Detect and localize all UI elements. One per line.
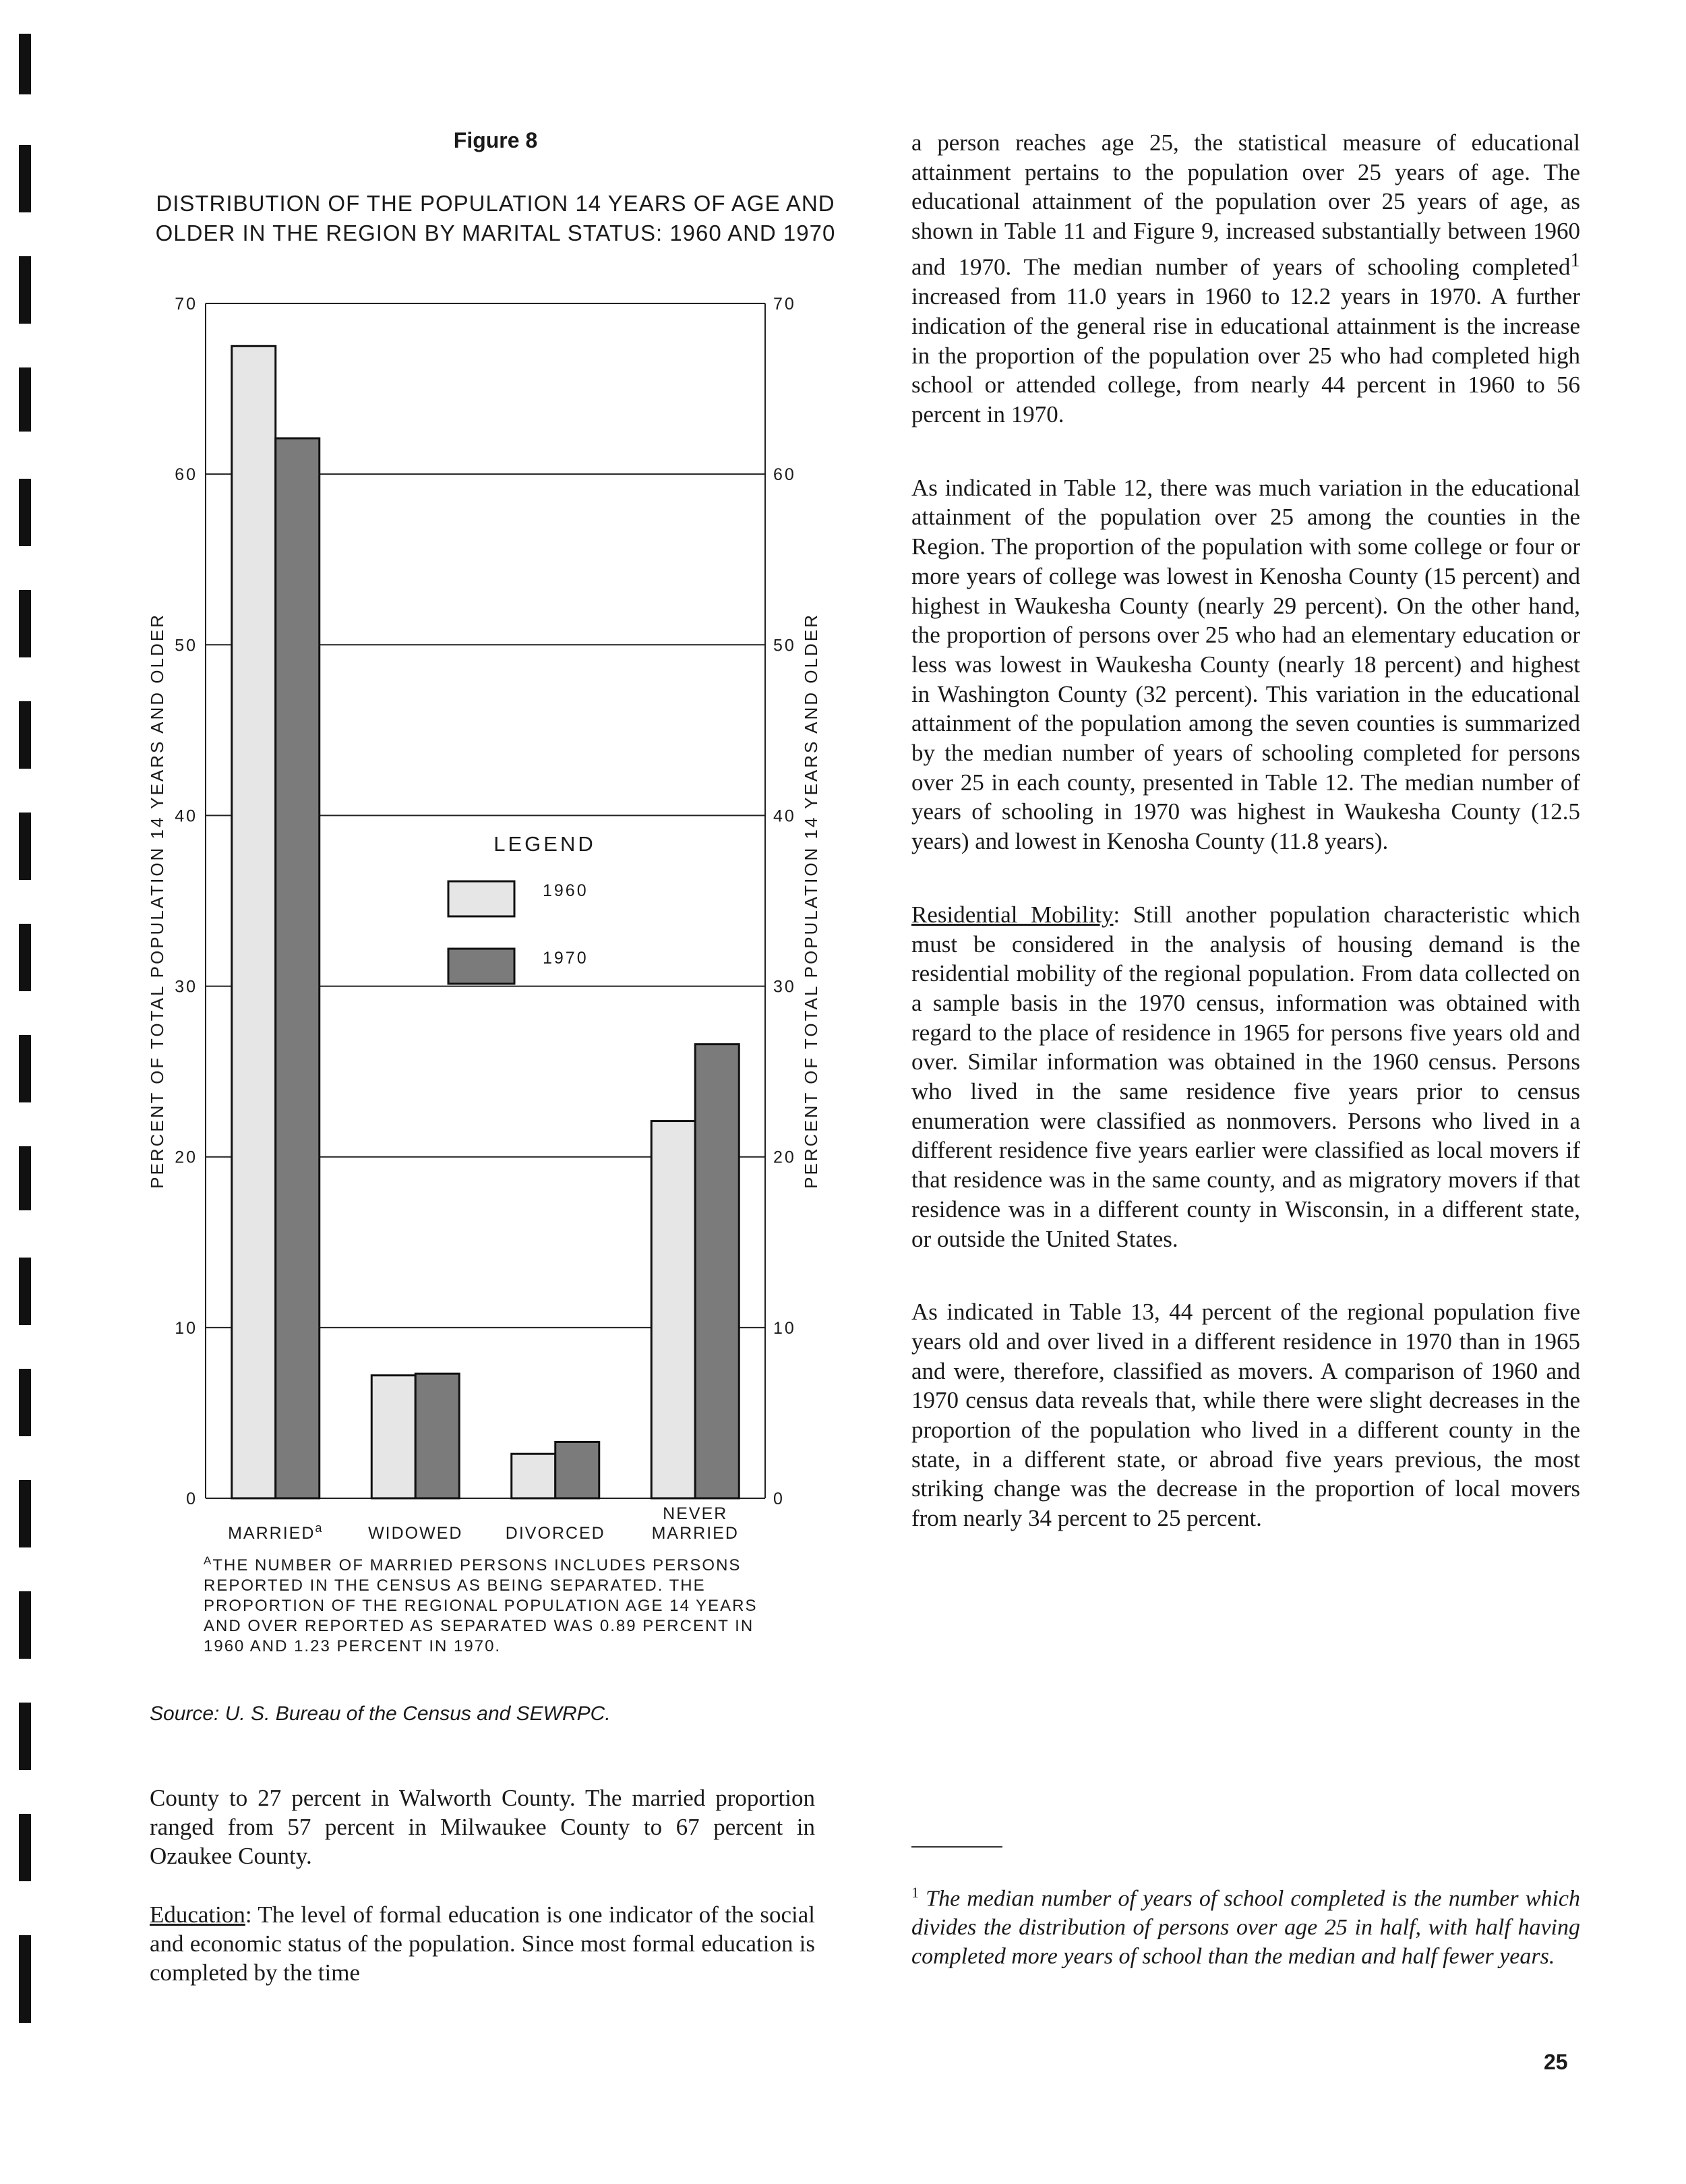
y-tick-label-right: 60	[773, 465, 796, 485]
bar-1960	[371, 1376, 415, 1498]
figure-source: Source: U. S. Bureau of the Census and SEWRPC.	[150, 1703, 611, 1725]
paragraph-body-continued: increased from 11.0 years in 1960 to 12.2 years in 1970. A further indication of the general rise in educational attainment is the increase in the proportion of the population over 25 who had completed high school or attended college, from nearly 44 percent in 1960 to 56 percent in 1970.	[911, 283, 1580, 427]
bar-1970	[276, 438, 320, 1498]
figure-footnote	[204, 1551, 763, 1657]
binding-mark	[19, 1480, 31, 1547]
binding-mark	[19, 590, 31, 657]
y-tick-label-left: 70	[175, 295, 198, 314]
paragraph	[150, 1900, 815, 1987]
bar-1970	[415, 1374, 459, 1498]
left-column-text	[150, 1783, 815, 1987]
binding-mark	[19, 256, 31, 324]
binding-mark	[19, 1258, 31, 1325]
paragraph	[911, 128, 1580, 430]
y-tick-label-right: 50	[773, 636, 796, 655]
marital-status-bar-chart	[135, 283, 843, 1558]
category-label: MARRIED	[651, 1524, 739, 1543]
binding-mark	[19, 1146, 31, 1210]
bar-1960	[232, 346, 276, 1498]
y-tick-label-left: 40	[175, 806, 198, 826]
binding-mark	[19, 1814, 31, 1881]
legend-label-1960: 1960	[543, 881, 589, 900]
y-tick-label-left: 60	[175, 465, 198, 485]
paragraph	[911, 900, 1580, 1253]
page-footnote	[911, 1878, 1580, 1971]
bar-1960	[651, 1121, 695, 1498]
page-number: 25	[1544, 2050, 1568, 2074]
paragraph-body: As indicated in Table 13, 44 percent of the regional population five years old and over lived in a different residence in 1970 than in 1965 and were, therefore, classified as movers. A comparison of 1960 and 1970 census data reveals that, while there were slight decreases in the proportion of the population who lived in a different county in the state, in a different state, or abroad five years previous, the most striking change was the decrease in the proportion of local movers from nearly 34 percent to 25 percent.	[911, 1299, 1580, 1532]
y-tick-label-right: 70	[773, 295, 796, 314]
y-axis-title-left: PERCENT OF TOTAL POPULATION 14 YEARS AND OLDER	[147, 613, 167, 1189]
category-label: NEVER	[663, 1504, 728, 1523]
y-tick-label-left: 50	[175, 636, 198, 655]
category-label: MARRIED$^a$	[228, 1521, 324, 1543]
binding-mark	[19, 813, 31, 880]
category-label: WIDOWED	[368, 1524, 463, 1543]
binding-mark	[19, 479, 31, 546]
category-label-superscript: a	[315, 1521, 324, 1535]
binding-mark	[19, 1035, 31, 1102]
binding-mark	[19, 1369, 31, 1436]
paragraph-body: a person reaches age 25, the statistical measure of educational attainment pertains to the population over 25 years of age. The educational attainment of the population over 25 years of age, as shown in Table 11 and Figure 9, increased substantially between 1960 and 1970. The median number of years of schooling completed	[911, 129, 1580, 281]
paragraph-body: : The level of formal education is one indicator of the social and economic status of the population. Since most formal education is completed by the time	[150, 1901, 815, 1986]
binding-mark	[19, 701, 31, 769]
legend-swatch-1960	[448, 881, 514, 916]
footnote-reference: 1	[1570, 249, 1580, 271]
bar-1960	[512, 1454, 555, 1498]
section-heading-education: Education	[150, 1901, 245, 1928]
footnote-text: THE NUMBER OF MARRIED PERSONS INCLUDES PERSONS REPORTED IN THE CENSUS AS BEING SEPARATED. THE PROPORTION OF THE REGIONAL POPULATION AGE 14 YEARS AND OVER REPORTED AS SEPARATED WAS 0.89 PERCENT IN 1960 AND 1.23 PERCENT IN 1970.	[204, 1556, 758, 1655]
figure-label: Figure 8	[453, 128, 538, 152]
y-tick-label-right: 20	[773, 1148, 796, 1167]
legend-title: LEGEND	[493, 832, 596, 856]
bar-1970	[555, 1442, 599, 1498]
footnote-divider	[911, 1846, 1002, 1848]
y-tick-label-left: 30	[175, 977, 198, 997]
figure-title: DISTRIBUTION OF THE POPULATION 14 YEARS OF AGE AND OLDER IN THE REGION BY MARITAL STATUS: 1960 AND 1970	[155, 191, 836, 245]
binding-mark	[19, 1703, 31, 1770]
binding-mark	[19, 367, 31, 432]
legend-swatch-1970	[448, 949, 514, 984]
legend-label-1970: 1970	[543, 949, 589, 968]
footnote-marker: A	[204, 1554, 213, 1567]
binding-mark	[19, 34, 31, 94]
paragraph-body: As indicated in Table 12, there was much variation in the educational attainment of the population over 25 among the counties in the Region. The proportion of the population with some college or four or more years of college was lowest in Kenosha County (15 percent) and highest in Waukesha County (nearly 29 percent). On the other hand, the proportion of persons over 25 who had an elementary education or less was lowest in Waukesha County (nearly 18 percent) and highest in Washington County (32 percent). This variation in the educational attainment of the population among the seven counties is summarized by the median number of years of schooling completed for persons over 25 in each county, presented in Table 12. The median number of years of schooling in 1970 was highest in Waukesha County (12.5 years) and lowest in Kenosha County (11.8 years).	[911, 474, 1580, 855]
binding-mark	[19, 145, 31, 212]
y-tick-label-right: 30	[773, 977, 796, 997]
y-tick-label-right: 10	[773, 1318, 796, 1338]
category-label: DIVORCED	[505, 1524, 605, 1543]
footnote-marker: 1	[911, 1884, 919, 1901]
binding-mark	[19, 1935, 31, 2023]
paragraph	[150, 1783, 815, 1870]
binding-mark	[19, 924, 31, 991]
paragraph	[911, 473, 1580, 856]
paragraph-body: County to 27 percent in Walworth County. The married proportion ranged from 57 percent in Milwaukee County to 67 percent in Ozaukee County.	[150, 1785, 815, 1869]
section-heading-residential-mobility: Residential Mobility	[911, 901, 1114, 928]
y-tick-label-right: 0	[773, 1489, 785, 1508]
paragraph-body: : Still another population characteristic which must be considered in the analysis of housing demand is the residential mobility of the regional population. From data collected on a sample basis in the 1970 census, information was obtained with regard to the place of residence in 1965 for persons five years old and over. Similar information was obtained in the 1960 census. Persons who lived in the same residence five years prior to census enumeration were classified as nonmovers. Persons who lived in a different residence five years earlier were classified as local movers if that residence was in the same county, and as migratory movers if that residence was in a different county in Wisconsin, in a different state, or outside the United States.	[911, 901, 1581, 1252]
paragraph	[911, 1297, 1580, 1533]
binding-mark	[19, 1591, 31, 1659]
footnote-text: The median number of years of school completed is the number which divides the distribution of persons over age 25 in half, with half having completed more years of school than the median and half fewer years.	[911, 1886, 1581, 1970]
y-tick-label-right: 40	[773, 806, 796, 826]
y-tick-label-left: 0	[186, 1489, 198, 1508]
y-axis-title-right: PERCENT OF TOTAL POPULATION 14 YEARS AND OLDER	[801, 613, 821, 1189]
y-tick-label-left: 10	[175, 1318, 198, 1338]
bar-1970	[695, 1044, 739, 1498]
right-column-text	[911, 128, 1580, 1533]
y-tick-label-left: 20	[175, 1148, 198, 1167]
